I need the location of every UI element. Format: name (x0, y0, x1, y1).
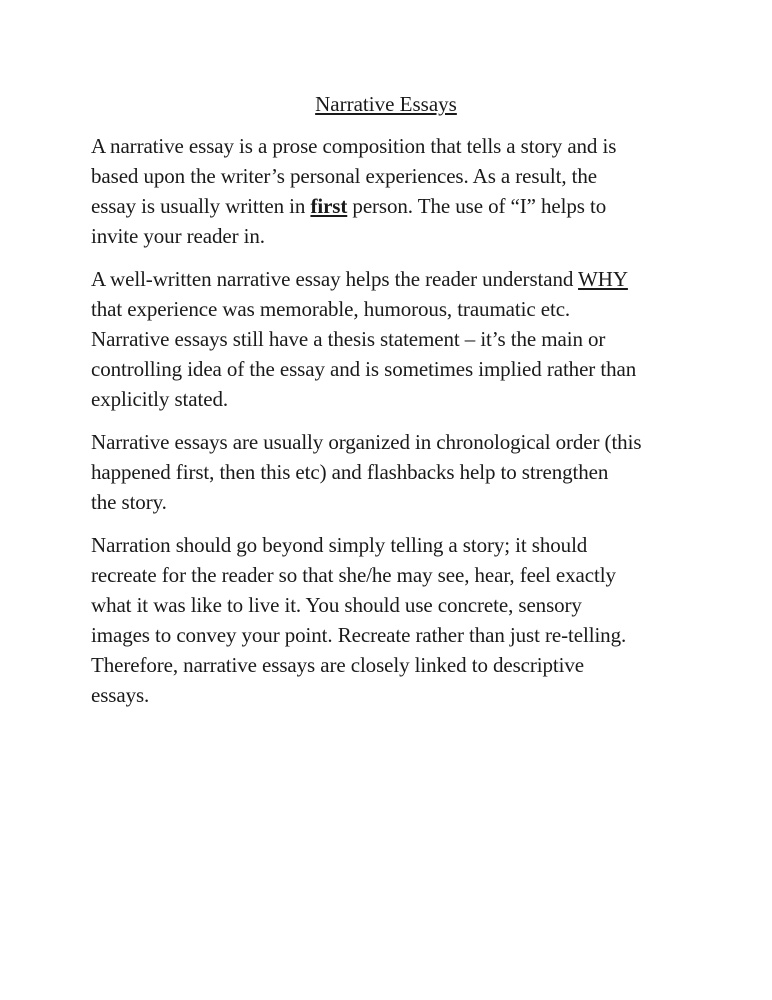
text-segment: Narrative essays are usually organized in chronological order (this (91, 430, 642, 454)
page-title: Narrative Essays (315, 92, 457, 116)
text-line (91, 650, 711, 680)
text-segment: Therefore, narrative essays are closely linked to descriptive (91, 653, 585, 677)
text-segment: explicitly stated. (91, 387, 228, 411)
text-line (91, 221, 711, 251)
text-line (91, 191, 711, 221)
text-segment: essay is usually written in (91, 194, 311, 218)
text-line (91, 264, 711, 294)
paragraph-2 (91, 264, 711, 414)
emphasized-word: WHY (578, 267, 628, 291)
text-line (91, 427, 711, 457)
text-line (91, 560, 711, 590)
text-segment: A narrative essay is a prose composition that tells a story and is (91, 134, 617, 158)
text-line (91, 324, 711, 354)
text-line (91, 680, 711, 710)
document-body (91, 131, 711, 723)
paragraph-3 (91, 427, 711, 517)
text-segment: A well-written narrative essay helps the reader understand (91, 267, 579, 291)
text-segment: that experience was memorable, humorous, traumatic etc. (91, 297, 571, 321)
text-segment: images to convey your point. Recreate rather than just re-telling. (91, 623, 627, 647)
text-line (91, 457, 711, 487)
text-segment: invite your reader in. (91, 224, 265, 248)
text-segment: essays. (91, 683, 150, 707)
text-line (91, 590, 711, 620)
text-segment: Narration should go beyond simply telling a story; it should (91, 533, 588, 557)
text-line (91, 620, 711, 650)
text-line (91, 530, 711, 560)
text-line (91, 131, 711, 161)
text-line (91, 384, 711, 414)
paragraph-1 (91, 131, 711, 251)
text-line (91, 354, 711, 384)
text-line (91, 487, 711, 517)
paragraph-4 (91, 530, 711, 710)
text-segment: person. The use of “I” helps to (347, 194, 607, 218)
text-segment: recreate for the reader so that she/he may see, hear, feel exactly (91, 563, 616, 587)
text-segment: what it was like to live it. You should use concrete, sensory (91, 593, 582, 617)
text-segment: Narrative essays still have a thesis statement – it’s the main or (91, 327, 606, 351)
text-line (91, 294, 711, 324)
text-segment: the story. (91, 490, 167, 514)
text-segment: based upon the writer’s personal experiences. As a result, the (91, 164, 598, 188)
text-segment: controlling idea of the essay and is sometimes implied rather than (91, 357, 637, 381)
text-line (91, 161, 711, 191)
text-segment: happened first, then this etc) and flashbacks help to strengthen (91, 460, 609, 484)
emphasized-word: first (310, 194, 348, 218)
